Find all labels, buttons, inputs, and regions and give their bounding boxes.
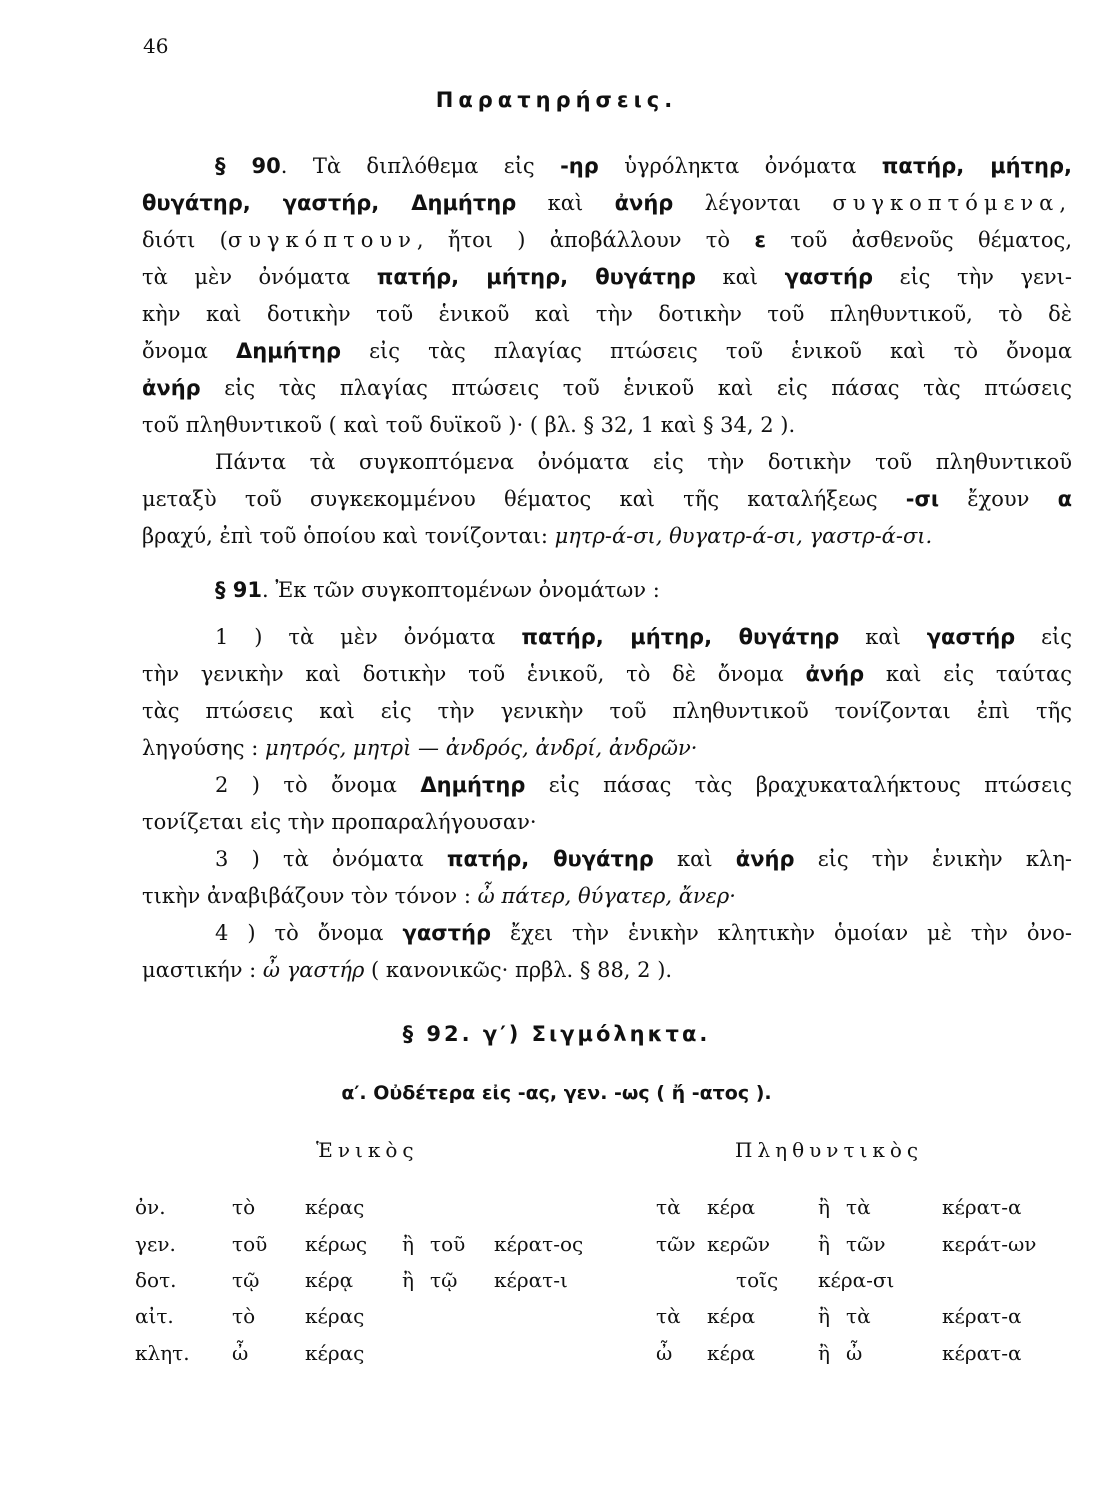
table-cell-pl-form: κέρα (707, 1195, 756, 1219)
text-run: καὶ (839, 625, 927, 649)
text-run: μεταξὺ τοῦ συγκεκομμένου θέματος καὶ τῆς καταλήξεως (142, 487, 906, 511)
bold-term: πατήρ, μήτηρ, (881, 154, 1072, 178)
bold-term: γαστήρ (784, 265, 874, 289)
text-run: , ἤτοι ) ἀποβάλλουν τὸ (416, 228, 755, 252)
spaced-term: συγκοπτόμενα, (832, 191, 1072, 215)
text-run: βραχύ, ἐπὶ τοῦ ὁποίου καὶ τονίζονται: (142, 524, 555, 548)
table-cell-pl-form: κέρα (707, 1304, 756, 1328)
table-cell-art: ὦ (232, 1341, 249, 1365)
text-run: εἰς (1015, 625, 1072, 649)
text-run: καὶ εἰς ταύτας (864, 662, 1072, 686)
text-line: τονίζεται εἰς τὴν προπαραλήγουσαν· (142, 810, 537, 834)
table-cell-pl-or: ἢ (818, 1232, 830, 1256)
table-cell-alt-or: ἢ (402, 1232, 414, 1256)
table-cell-form: κέρας (305, 1195, 365, 1219)
bold-term: ἀνήρ (735, 847, 795, 871)
table-cell-pl-alt-art: τὰ (846, 1195, 871, 1219)
section-92-title: § 92. γ′) Σιγμόληκτα. (402, 1022, 711, 1046)
table-cell-pl-art: τοῖς (736, 1268, 779, 1292)
table-cell-pl-or: ἢ (818, 1304, 830, 1328)
text-line (142, 481, 1072, 518)
bold-term: θυγάτηρ, γαστήρ, Δημήτηρ (142, 191, 517, 215)
text-line (142, 841, 1072, 878)
text-run: εἰς πάσας τὰς βραχυκαταλήκτους πτώσεις (525, 773, 1072, 797)
text-line (142, 767, 1072, 804)
bold-term: ε (754, 228, 767, 252)
text-run: καὶ (516, 191, 615, 215)
text-run: ἔχουν (939, 487, 1058, 511)
table-cell-form: κέρας (305, 1341, 365, 1365)
bold-term: πατήρ, μήτηρ, θυγάτηρ (521, 625, 840, 649)
bold-term: πατήρ, μήτηρ, θυγάτηρ (376, 265, 696, 289)
text-run: 3 ) τὰ ὀνόματα (215, 847, 447, 871)
text-run: ὑγρόληκτα ὀνόματα (598, 154, 882, 178)
bold-term: Δημήτηρ (420, 773, 526, 797)
table-cell-case: κλητ. (135, 1341, 190, 1365)
table-cell-pl-or: ἢ (818, 1341, 830, 1365)
text-line (142, 518, 1072, 555)
bold-term: -σι (905, 487, 940, 511)
bold-term: ἀνήρ (614, 191, 674, 215)
text-line: Πάντα τὰ συγκοπτόμενα ὀνόματα εἰς τὴν δοτικὴν τοῦ πληθυντικοῦ (215, 450, 1072, 474)
text-run: εἰς τὴν γενι- (873, 265, 1072, 289)
text-line (142, 185, 1072, 222)
italic-examples: μητρός, μητρὶ — ἀνδρός, ἀνδρί, ἀνδρῶν· (264, 736, 698, 760)
table-cell-pl-form: κερῶν (707, 1232, 771, 1256)
text-line (142, 572, 1072, 609)
text-line: τοῦ πληθυντικοῦ ( καὶ τοῦ δυϊκοῦ )· ( βλ. § 32, 1 καὶ § 34, 2 ). (142, 413, 796, 437)
text-run: 1 ) τὰ μὲν ὀνόματα (215, 625, 522, 649)
text-line: τὰς πτώσεις καὶ εἰς τὴν γενικὴν τοῦ πληθυντικοῦ τονίζονται ἐπὶ τῆς (142, 699, 1072, 723)
text-run: τὰ μὲν ὀνόματα (142, 265, 377, 289)
table-cell-alt-art: τῷ (430, 1268, 458, 1292)
singular-header: Ἑνικὸς (316, 1138, 419, 1162)
table-cell-pl-alt-form: κεράτ-ων (942, 1232, 1037, 1256)
text-run: εἰς τὴν ἑνικὴν κλη- (794, 847, 1072, 871)
text-run: ἔχει τὴν ἑνικὴν κλητικὴν ὁμοίαν μὲ τὴν ὀνο- (491, 921, 1072, 945)
table-cell-alt-form: κέρατ-ος (494, 1232, 584, 1256)
bold-term: ἀνήρ (805, 662, 865, 686)
table-cell-form: κέρας (305, 1304, 365, 1328)
table-cell-pl-art: ὦ (656, 1341, 673, 1365)
text-run: τικὴν ἀναβιβάζουν τὸν τόνον : (142, 884, 478, 908)
table-cell-alt-form: κέρατ-ι (494, 1268, 568, 1292)
italic-examples: ὦ πάτερ, θύγατερ, ἄνερ· (477, 884, 736, 908)
paragraph-91 (142, 572, 1072, 989)
section-heading: Παρατηρήσεις. (435, 88, 678, 112)
text-run: εἰς τὰς πλαγίας πτώσεις τοῦ ἑνικοῦ καὶ τὸ ὄνομα (341, 339, 1072, 363)
italic-examples: ὦ γαστήρ (262, 958, 365, 982)
paragraph-90 (142, 148, 1072, 555)
table-cell-pl-form: κέρα (707, 1341, 756, 1365)
text-line (142, 333, 1072, 370)
text-line (142, 952, 1072, 989)
table-cell-pl-art: τῶν (656, 1232, 696, 1256)
spaced-term: συγκόπτουν (227, 228, 417, 252)
bold-term: α (1057, 487, 1072, 511)
section-number: § 91 (215, 578, 263, 602)
text-run: τοῦ ἀσθενοῦς θέματος, (766, 228, 1072, 252)
table-cell-pl-art: τὰ (656, 1304, 681, 1328)
table-cell-pl-alt-form: κέρατ-α (942, 1304, 1022, 1328)
bold-term: πατήρ, θυγάτηρ (446, 847, 654, 871)
bold-term: -ηρ (560, 154, 599, 178)
table-cell-alt-or: ἢ (402, 1268, 414, 1292)
table-cell-case: δοτ. (135, 1268, 177, 1292)
bold-term: Δημήτηρ (236, 339, 342, 363)
table-cell-pl-art: τὰ (656, 1195, 681, 1219)
text-line (142, 878, 1072, 915)
text-run: μαστικήν : (142, 958, 263, 982)
table-cell-alt-art: τοῦ (430, 1232, 466, 1256)
text-run: 2 ) τὸ ὄνομα (215, 773, 421, 797)
text-line: κὴν καὶ δοτικὴν τοῦ ἑνικοῦ καὶ τὴν δοτικὴν τοῦ πληθυντικοῦ, τὸ δὲ (142, 302, 1072, 326)
table-cell-form: κέρᾳ (305, 1268, 354, 1292)
text-run: διότι ( (142, 228, 228, 252)
bold-term: γαστήρ (402, 921, 492, 945)
table-cell-case: αἰτ. (135, 1304, 174, 1328)
text-run: καὶ (695, 265, 785, 289)
text-line (142, 370, 1072, 407)
text-line (142, 730, 1072, 767)
text-run: 4 ) τὸ ὄνομα (215, 921, 403, 945)
section-number: § 90 (215, 154, 281, 178)
text-run: . Τὰ διπλόθεμα εἰς (280, 154, 561, 178)
table-cell-art: τὸ (232, 1304, 256, 1328)
bold-term: ἀνήρ (142, 376, 201, 400)
text-line (142, 915, 1072, 952)
text-run: λέγονται (673, 191, 833, 215)
table-cell-pl-alt-art: τὰ (846, 1304, 871, 1328)
text-run: ( κανονικῶς· πρβλ. § 88, 2 ). (364, 958, 673, 982)
text-run: τὴν γενικὴν καὶ δοτικὴν τοῦ ἑνικοῦ, τὸ δὲ ὄνομα (142, 662, 806, 686)
subsection-title: α′. Οὐδέτερα εἰς -ας, γεν. -ως ( ἤ -ατος ). (341, 1082, 772, 1104)
text-run: καὶ (653, 847, 736, 871)
text-line (142, 656, 1072, 693)
text-line (142, 148, 1072, 185)
table-cell-pl-alt-form: κέρατ-α (942, 1195, 1022, 1219)
plural-header: Πληθυντικὸς (735, 1138, 924, 1162)
text-line (142, 222, 1072, 259)
text-run: . Ἐκ τῶν συγκοπτομένων ὀνομάτων : (262, 578, 660, 602)
table-cell-pl-alt-art: τῶν (846, 1232, 886, 1256)
table-cell-art: τῷ (232, 1268, 260, 1292)
table-cell-art: τοῦ (232, 1232, 268, 1256)
table-cell-pl-alt-form: κέρατ-α (942, 1341, 1022, 1365)
page-number: 46 (143, 34, 169, 58)
table-cell-pl-form: κέρα-σι (818, 1268, 895, 1292)
table-cell-case: γεν. (135, 1232, 176, 1256)
table-cell-art: τὸ (232, 1195, 256, 1219)
italic-examples: μητρ-ά-σι, θυγατρ-ά-σι, γαστρ-ά-σι. (554, 524, 933, 548)
table-cell-pl-or: ἢ (818, 1195, 830, 1219)
text-run: ληγούσης : (142, 736, 265, 760)
table-cell-pl-alt-art: ὦ (846, 1341, 863, 1365)
table-cell-form: κέρως (305, 1232, 368, 1256)
text-run: ὄνομα (142, 339, 237, 363)
text-line (142, 619, 1072, 656)
table-cell-case: ὀν. (135, 1195, 166, 1219)
bold-term: γαστήρ (926, 625, 1016, 649)
text-run: εἰς τὰς πλαγίας πτώσεις τοῦ ἑνικοῦ καὶ εἰς πάσας τὰς πτώσεις (200, 376, 1072, 400)
text-line (142, 259, 1072, 296)
